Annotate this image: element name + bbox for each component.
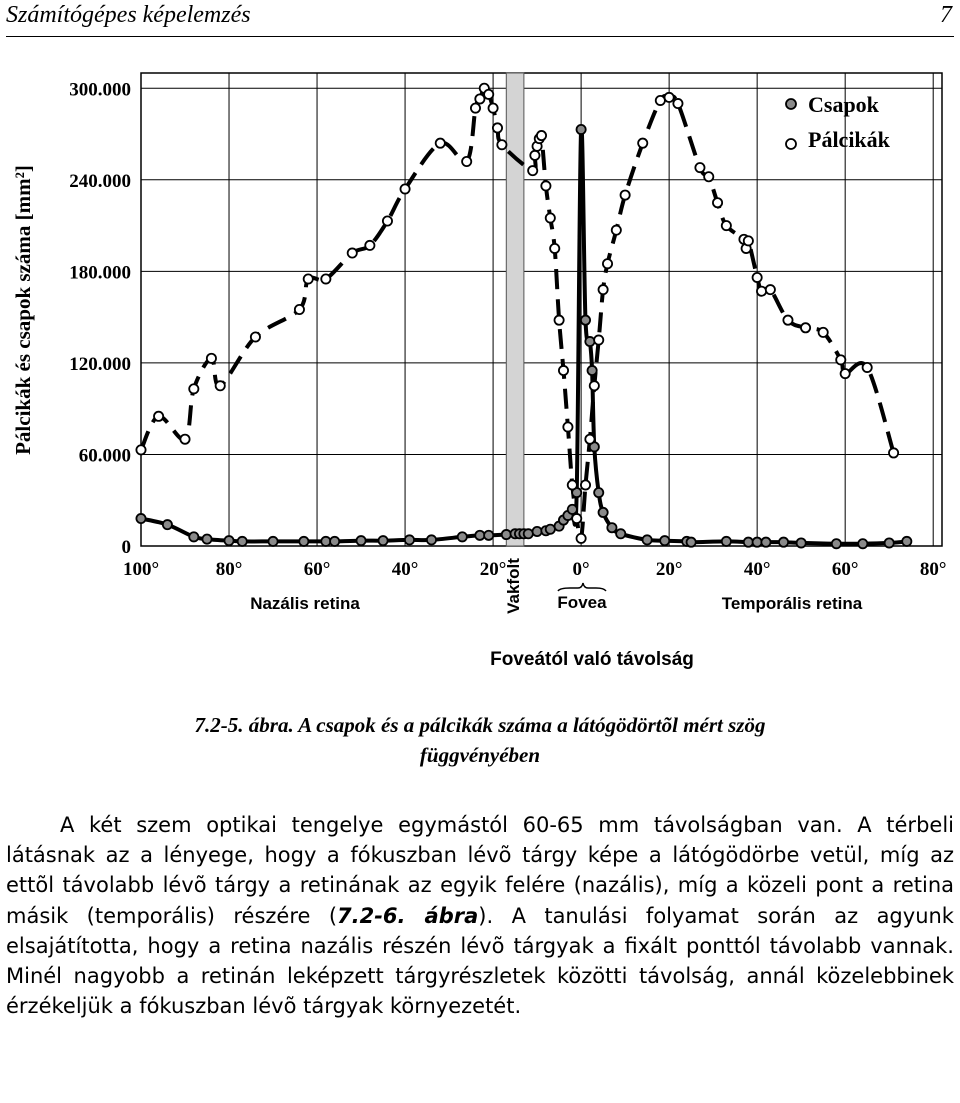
cone-data-point	[405, 535, 414, 544]
cone-data-point	[643, 535, 652, 544]
figure-chart	[0, 40, 960, 680]
rod-data-point	[537, 131, 546, 140]
x-tick-label: 40°	[743, 559, 771, 580]
rod-data-point	[493, 123, 502, 132]
rod-data-point	[722, 221, 731, 230]
region-label-nasal: Nazális retina	[250, 594, 360, 613]
cone-data-point	[458, 532, 467, 541]
cone-data-point	[484, 531, 493, 540]
rod-data-point	[436, 139, 445, 148]
caption-label: 7.2-5. ábra.	[194, 713, 294, 737]
cone-data-point	[607, 523, 616, 532]
rod-data-point	[757, 287, 766, 296]
rod-data-point	[673, 99, 682, 108]
rod-data-point	[497, 140, 506, 149]
rod-data-point	[471, 103, 480, 112]
rod-data-point	[603, 259, 612, 268]
rod-data-point	[251, 332, 260, 341]
rod-data-point	[568, 480, 577, 489]
cone-data-point	[427, 535, 436, 544]
cone-data-point	[687, 538, 696, 547]
rod-data-point	[612, 226, 621, 235]
legend-cones-label: Csapok	[808, 92, 879, 117]
x-tick-label: 80°	[215, 559, 243, 580]
rod-data-point	[889, 448, 898, 457]
y-tick-label: 180.000	[69, 262, 131, 284]
figure-caption	[0, 710, 960, 770]
rod-data-point	[665, 93, 674, 102]
rod-data-point	[783, 316, 792, 325]
rod-data-point	[801, 323, 810, 332]
rod-data-point	[383, 216, 392, 225]
blind-spot-bar	[506, 73, 524, 546]
body-text-part2: ). A tanulási folyamat során az agyunk elsajátította, hogy a retina nazális részén lévõ tárgyak a fixált ponttól távolabb vannak. Minél nagyobb a retinán leképzett tárgyrészletek közötti távolság, annál közelebbinek érzékeljük a fókuszban lévõ tárgyak környezetét.	[6, 903, 954, 1019]
rod-data-point	[713, 198, 722, 207]
legend-cones-marker	[786, 99, 796, 109]
x-tick-label: 60°	[831, 559, 859, 580]
cone-data-point	[660, 536, 669, 545]
y-tick-label: 0	[121, 537, 131, 558]
rod-data-point	[621, 190, 630, 199]
cone-data-point	[744, 538, 753, 547]
rod-data-point	[836, 355, 845, 364]
y-tick-label: 120.000	[69, 353, 131, 375]
cone-data-point	[475, 531, 484, 540]
rod-data-point	[207, 354, 216, 363]
cone-data-point	[581, 316, 590, 325]
cone-data-point	[722, 537, 731, 546]
cone-data-point	[753, 538, 762, 547]
cone-data-point	[885, 538, 894, 547]
rod-data-point	[550, 244, 559, 253]
rod-data-point	[365, 241, 374, 250]
cone-data-point	[224, 536, 233, 545]
legend	[786, 92, 891, 152]
cone-data-point	[189, 532, 198, 541]
cone-data-point	[163, 520, 172, 529]
rod-data-point	[555, 316, 564, 325]
rod-data-point	[577, 534, 586, 543]
rod-data-point	[154, 412, 163, 421]
rod-data-point	[400, 184, 409, 193]
x-tick-label: 100°	[122, 559, 160, 580]
x-tick-label: 20°	[655, 559, 683, 580]
rod-data-point	[528, 166, 537, 175]
rod-data-point	[594, 335, 603, 344]
caption-line2: függvényében	[419, 743, 541, 767]
x-tick-label: 80°	[919, 559, 947, 580]
region-label-fovea: Fovea	[557, 593, 607, 612]
caption-line1: A csapok és a pálcikák száma a látógödörtõl mért szög	[298, 713, 766, 737]
cone-data-point	[502, 530, 511, 539]
y-tick-label: 60.000	[78, 445, 131, 467]
cone-data-point	[599, 508, 608, 517]
cone-data-point	[238, 537, 247, 546]
body-paragraph	[6, 810, 954, 1021]
header-rule	[6, 36, 954, 37]
rod-data-point	[295, 305, 304, 314]
cone-data-point	[858, 539, 867, 548]
rod-data-point	[695, 163, 704, 172]
legend-rods-label: Pálcikák	[808, 127, 890, 152]
rod-data-point	[753, 273, 762, 282]
y-axis-title: Pálcikák és csapok száma [mm²]	[11, 165, 35, 455]
y-tick-label: 240.000	[69, 170, 131, 192]
rod-data-point	[656, 96, 665, 105]
cone-data-point	[588, 366, 597, 375]
blind-spot-label: Vakfolt	[504, 558, 523, 614]
rod-data-point	[484, 90, 493, 99]
cone-data-point	[330, 537, 339, 546]
rod-data-point	[572, 514, 581, 523]
rod-data-point	[819, 328, 828, 337]
rod-data-point	[559, 366, 568, 375]
cone-data-point	[832, 539, 841, 548]
rod-data-point	[475, 94, 484, 103]
rod-data-point	[546, 213, 555, 222]
rod-data-point	[530, 151, 539, 160]
y-tick-label: 300.000	[69, 79, 131, 101]
rod-data-point	[488, 103, 497, 112]
x-tick-label: 0°	[572, 559, 590, 580]
cone-data-point	[356, 536, 365, 545]
rod-data-point	[863, 363, 872, 372]
cone-data-point	[577, 125, 586, 134]
cone-data-point	[568, 505, 577, 514]
rod-data-point	[189, 384, 198, 393]
cone-data-point	[268, 537, 277, 546]
region-label-temporal: Temporális retina	[721, 594, 863, 613]
fovea-brace	[558, 583, 606, 591]
rod-data-point	[348, 248, 357, 257]
cone-data-point	[378, 536, 387, 545]
body-text-part1: A két szem optikai tengelye egymástól 60-65 mm távolságban van. A térbeli látásnak az a lényege, hogy a fókuszban lévõ tárgy képe a látógödörbe vetül, míg az ettõl távolabb lévõ tárgy a retinának az egyik felére (nazális), míg a közeli pont a retina másik (temporális) részére (	[6, 813, 954, 928]
rod-data-point	[638, 139, 647, 148]
x-tick-label: 40°	[391, 559, 419, 580]
figure-reference: 7.2-6. ábra	[337, 903, 479, 928]
rod-data-point	[766, 285, 775, 294]
cone-data-point	[797, 538, 806, 547]
x-tick-label: 20°	[479, 559, 507, 580]
rod-data-point	[590, 381, 599, 390]
cone-data-point	[136, 514, 145, 523]
rod-data-point	[321, 274, 330, 283]
rod-data-point	[136, 445, 145, 454]
rod-data-point	[599, 285, 608, 294]
rod-data-point	[304, 274, 313, 283]
page-header-title: Számítógépes képelemzés	[6, 2, 251, 28]
rod-data-point	[585, 435, 594, 444]
rod-data-point	[462, 157, 471, 166]
rod-data-point	[216, 381, 225, 390]
cone-data-point	[546, 525, 555, 534]
rod-data-point	[841, 369, 850, 378]
rod-data-point	[541, 181, 550, 190]
cone-data-point	[585, 337, 594, 346]
cone-data-point	[321, 537, 330, 546]
cone-data-point	[902, 537, 911, 546]
rod-data-point	[180, 435, 189, 444]
rod-data-point	[704, 172, 713, 181]
cone-data-point	[761, 538, 770, 547]
cone-data-point	[202, 535, 211, 544]
x-tick-label: 60°	[303, 559, 331, 580]
rod-data-point	[563, 422, 572, 431]
cone-data-point	[616, 529, 625, 538]
page-number: 7	[940, 2, 952, 28]
cone-data-point	[779, 538, 788, 547]
cone-data-point	[524, 529, 533, 538]
rod-data-point	[744, 236, 753, 245]
cone-data-point	[532, 527, 541, 536]
x-axis-title: Foveától való távolság	[490, 649, 694, 670]
cone-data-point	[299, 537, 308, 546]
rod-data-point	[581, 480, 590, 489]
legend-rods-marker	[786, 139, 796, 149]
cone-data-point	[594, 488, 603, 497]
